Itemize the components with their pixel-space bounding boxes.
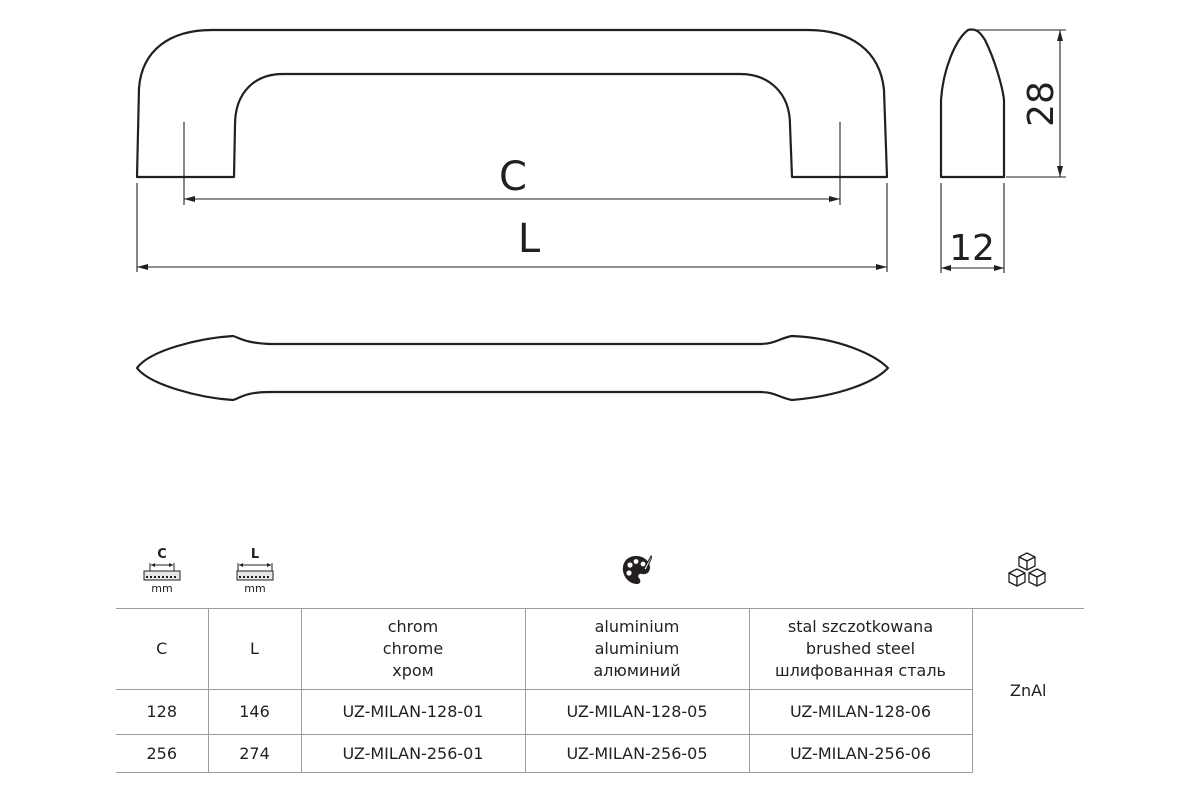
arrow-l-right xyxy=(876,264,887,270)
header-aluminium-pl: aluminium xyxy=(594,617,680,636)
l-dimension-icon xyxy=(236,547,274,594)
handle-top-outline xyxy=(137,336,888,400)
palette-icon xyxy=(620,553,652,587)
table-icon-row xyxy=(0,545,1200,605)
c-dimension-icon xyxy=(143,547,181,594)
table-row xyxy=(116,690,1084,735)
c-dimension-icon-unit: mm xyxy=(151,582,173,595)
header-chrom xyxy=(301,609,525,690)
l-dimension-icon-unit: mm xyxy=(244,582,266,595)
arrow-c-right xyxy=(829,196,840,202)
arrow-height-bottom xyxy=(1057,166,1063,177)
header-c: C xyxy=(116,609,208,690)
row-l: 274 xyxy=(208,735,301,773)
row-c: 128 xyxy=(116,690,208,735)
row-aluminium-code: UZ-MILAN-128-05 xyxy=(525,690,749,735)
dim-width-label: 12 xyxy=(949,228,995,269)
l-dimension-icon-label: L xyxy=(250,547,260,562)
arrow-width-right xyxy=(994,265,1004,271)
arrow-c-left xyxy=(184,196,195,202)
spec-table xyxy=(116,609,1084,773)
header-l: L xyxy=(208,609,301,690)
arrow-l-left xyxy=(137,264,148,270)
dim-height-label: 28 xyxy=(1021,81,1062,127)
c-dimension-icon-label: C xyxy=(157,547,167,562)
header-aluminium xyxy=(525,609,749,690)
table-row xyxy=(116,735,1084,773)
header-chrom-ru: хром xyxy=(392,661,434,680)
header-aluminium-ru: алюминий xyxy=(593,661,681,680)
handle-side-outline xyxy=(941,29,1004,177)
row-brushed-code: UZ-MILAN-128-06 xyxy=(749,690,972,735)
row-chrom-code: UZ-MILAN-256-01 xyxy=(301,735,525,773)
row-c: 256 xyxy=(116,735,208,773)
row-aluminium-code: UZ-MILAN-256-05 xyxy=(525,735,749,773)
header-brushed-en: brushed steel xyxy=(805,639,916,658)
cubes-icon xyxy=(1005,551,1049,591)
row-brushed-code: UZ-MILAN-256-06 xyxy=(749,735,972,773)
header-brushed-ru: шлифованная сталь xyxy=(775,661,946,680)
header-chrom-en: chrome xyxy=(382,639,444,658)
material-cell: ZnAl xyxy=(1010,680,1047,700)
row-l: 146 xyxy=(208,690,301,735)
dim-c-label: C xyxy=(499,154,527,200)
arrow-height-top xyxy=(1057,30,1063,41)
header-brushed xyxy=(749,609,972,690)
header-brushed-pl: stal szczotkowana xyxy=(787,617,934,636)
dim-l-label: L xyxy=(517,216,541,262)
table-header-row xyxy=(116,609,1084,690)
header-aluminium-en: aluminium xyxy=(594,639,680,658)
header-chrom-pl: chrom xyxy=(387,617,439,636)
row-chrom-code: UZ-MILAN-128-01 xyxy=(301,690,525,735)
